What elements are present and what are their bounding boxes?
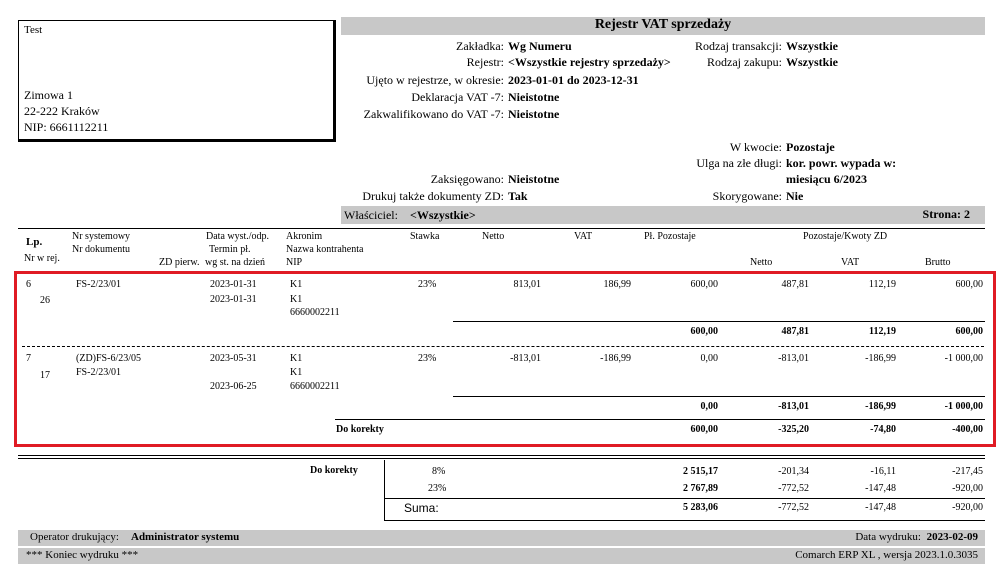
row1-sum-vat: 112,19 [869, 326, 896, 337]
col-zd-pierw: ZD pierw. [159, 257, 200, 268]
row1-termin: 2023-01-31 [210, 294, 257, 305]
row1-pozostaje: 600,00 [690, 279, 718, 290]
row2-lp: 7 [26, 353, 31, 364]
col-nr-systemowy: Nr systemowy [72, 231, 131, 242]
skorygowane-label: Skorygowane: [712, 189, 782, 203]
zaksiegowano-label: Zaksięgowano: [430, 172, 504, 186]
zakwal-value: Nieistotne [508, 107, 560, 121]
summary-8-vat: -16,11 [870, 466, 896, 477]
row1-nip: 6660002211 [290, 307, 340, 318]
summary-8-netto: -201,34 [778, 466, 809, 477]
suma-brutto: -920,00 [952, 502, 983, 513]
row2-vat: -186,99 [600, 353, 631, 364]
wlasciciel-value: <Wszystkie> [410, 208, 476, 222]
address-nip: NIP: 6661112211 [24, 120, 109, 134]
row2-pozostaje: 0,00 [700, 353, 718, 364]
summary-left-rule [384, 460, 385, 520]
page-number: Strona: 2 [922, 207, 970, 221]
operator-label: Operator drukujący: [30, 531, 119, 543]
row2-p-brutto: -1 000,00 [944, 353, 983, 364]
okres-value: 2023-01-01 do 2023-12-31 [508, 73, 639, 87]
col-pl-pozostaje: Pł. Pozostaje [644, 231, 696, 242]
row2-p-vat: -186,99 [865, 353, 896, 364]
row2-sum-netto: -813,01 [778, 401, 809, 412]
col-netto: Netto [482, 231, 505, 242]
zakwal-label: Zakwalifikowano do VAT -7: [363, 107, 504, 121]
rejestr-value: <Wszystkie rejestry sprzedaży> [508, 55, 671, 69]
row2-data-wyst: 2023-05-31 [210, 353, 257, 364]
col-pozostaje-kwoty: Pozostaje/Kwoty ZD [803, 231, 888, 242]
operator-value: Administrator systemu [131, 531, 240, 543]
deklaracja-value: Nieistotne [508, 90, 560, 104]
suma-rule [384, 498, 985, 499]
do-korekty-brutto: -400,00 [952, 424, 983, 435]
do-korekty-vat: -74,80 [870, 424, 896, 435]
row2-nazwa: K1 [290, 367, 303, 378]
rodzaj-zakupu-value: Wszystkie [786, 55, 838, 69]
okres-label: Ujęto w rejestrze, w okresie: [366, 73, 504, 87]
rejestr-label: Rejestr: [466, 55, 504, 69]
summary-label: Do korekty [310, 465, 358, 476]
header-rule [18, 228, 985, 229]
summary-8-brutto: -217,45 [952, 466, 983, 477]
summary-23-pozostaje: 2 767,89 [683, 483, 718, 494]
summary-stawka-8: 8% [432, 466, 446, 477]
summary-23-netto: -772,52 [778, 483, 809, 494]
row1-lp: 6 [26, 279, 31, 290]
col-p-vat: VAT [841, 257, 860, 268]
summary-23-brutto: -920,00 [952, 483, 983, 494]
row1-nr-w-rej: 26 [40, 295, 50, 306]
row2-wg-st: 2023-06-25 [210, 381, 257, 392]
drukuj-zd-value: Tak [508, 189, 528, 203]
suma-vat: -147,48 [865, 502, 896, 513]
row2-netto: -813,01 [510, 353, 541, 364]
drukuj-zd-label: Drukuj także dokumenty ZD: [362, 189, 504, 203]
ulga-value-line1: kor. powr. wypada w: [786, 156, 897, 170]
address-name: Test [24, 24, 43, 36]
kwocie-label: W kwocie: [729, 140, 782, 154]
row2-nr-w-rej: 17 [40, 370, 50, 381]
col-p-brutto: Brutto [925, 257, 951, 268]
summary-stawka-23: 23% [428, 483, 447, 494]
row2-nr-systemowy: (ZD)FS-6/23/05 [76, 353, 141, 364]
summary-rule-bottom [384, 520, 985, 521]
col-stawka: Stawka [410, 231, 440, 242]
kwocie-value: Pozostaje [786, 140, 835, 154]
col-termin: Termin pł. [209, 244, 251, 255]
row2-sum-pozostaje: 0,00 [700, 401, 718, 412]
report-title: Rejestr VAT sprzedaży [594, 17, 732, 32]
row1-sum-pozostaje: 600,00 [690, 326, 718, 337]
ulga-label: Ulga na złe długi: [696, 156, 782, 170]
skorygowane-value: Nie [786, 189, 804, 203]
row1-sum-netto: 487,81 [781, 326, 809, 337]
row1-nazwa: K1 [290, 294, 303, 305]
rodzaj-zakupu-label: Rodzaj zakupu: [707, 55, 782, 69]
zakladka-value: Wg Numeru [508, 39, 572, 53]
row1-akronim: K1 [290, 279, 303, 290]
summary-rule-top2 [18, 458, 985, 459]
koniec-wydruku: *** Koniec wydruku *** [26, 549, 139, 561]
suma-label: Suma: [404, 501, 439, 515]
row2-akronim: K1 [290, 353, 303, 364]
data-wydruku-value: 2023-02-09 [926, 531, 978, 543]
do-korekty-pozostaje: 600,00 [690, 424, 718, 435]
row1-netto: 813,01 [513, 279, 541, 290]
suma-pozostaje: 5 283,06 [683, 502, 718, 513]
col-nr-dokumentu: Nr dokumentu [72, 244, 131, 255]
highlight-frame [14, 271, 996, 447]
rodzaj-transakcji-label: Rodzaj transakcji: [695, 39, 782, 53]
row1-p-netto: 487,81 [781, 279, 809, 290]
wlasciciel-label: Właściciel: [344, 208, 398, 222]
data-wydruku-label: Data wydruku: [855, 531, 921, 543]
col-p-netto: Netto [750, 257, 773, 268]
col-nr-w-rej: Nr w rej. [24, 253, 60, 264]
row2-nr-dokumentu: FS-2/23/01 [76, 367, 122, 378]
do-korekty-label: Do korekty [336, 424, 384, 435]
address-street: Zimowa 1 [24, 88, 73, 102]
col-data-wyst: Data wyst./odp. [206, 231, 270, 242]
summary-rule-top [18, 455, 985, 456]
address-city: 22-222 Kraków [24, 104, 100, 118]
col-vat: VAT [574, 231, 593, 242]
col-akronim: Akronim [286, 231, 323, 242]
do-korekty-netto: -325,20 [778, 424, 809, 435]
deklaracja-label: Deklaracja VAT -7: [411, 90, 504, 104]
row1-sum-brutto: 600,00 [955, 326, 983, 337]
row1-vat: 186,99 [603, 279, 631, 290]
row1-nr-systemowy: FS-2/23/01 [76, 279, 122, 290]
row2-p-netto: -813,01 [778, 353, 809, 364]
col-lp: Lp. [26, 236, 43, 248]
col-nip: NIP [286, 257, 303, 268]
summary-23-vat: -147,48 [865, 483, 896, 494]
summary-8-pozostaje: 2 515,17 [683, 466, 718, 477]
row2-sum-brutto: -1 000,00 [944, 401, 983, 412]
row1-data-wyst: 2023-01-31 [210, 279, 257, 290]
col-wg-st: wg st. na dzień [205, 257, 265, 268]
row2-stawka: 23% [418, 353, 437, 364]
zakladka-label: Zakładka: [456, 39, 504, 53]
suma-netto: -772,52 [778, 502, 809, 513]
rodzaj-transakcji-value: Wszystkie [786, 39, 838, 53]
col-nazwa: Nazwa kontrahenta [286, 244, 364, 255]
row1-p-vat: 112,19 [868, 279, 896, 290]
row1-stawka: 23% [418, 279, 437, 290]
zaksiegowano-value: Nieistotne [508, 172, 560, 186]
row1-p-brutto: 600,00 [955, 279, 983, 290]
program-version: Comarch ERP XL , wersja 2023.1.0.3035 [795, 549, 978, 561]
ulga-value-line2: miesiącu 6/2023 [786, 172, 867, 186]
row2-sum-vat: -186,99 [865, 401, 896, 412]
row2-nip: 6660002211 [290, 381, 340, 392]
